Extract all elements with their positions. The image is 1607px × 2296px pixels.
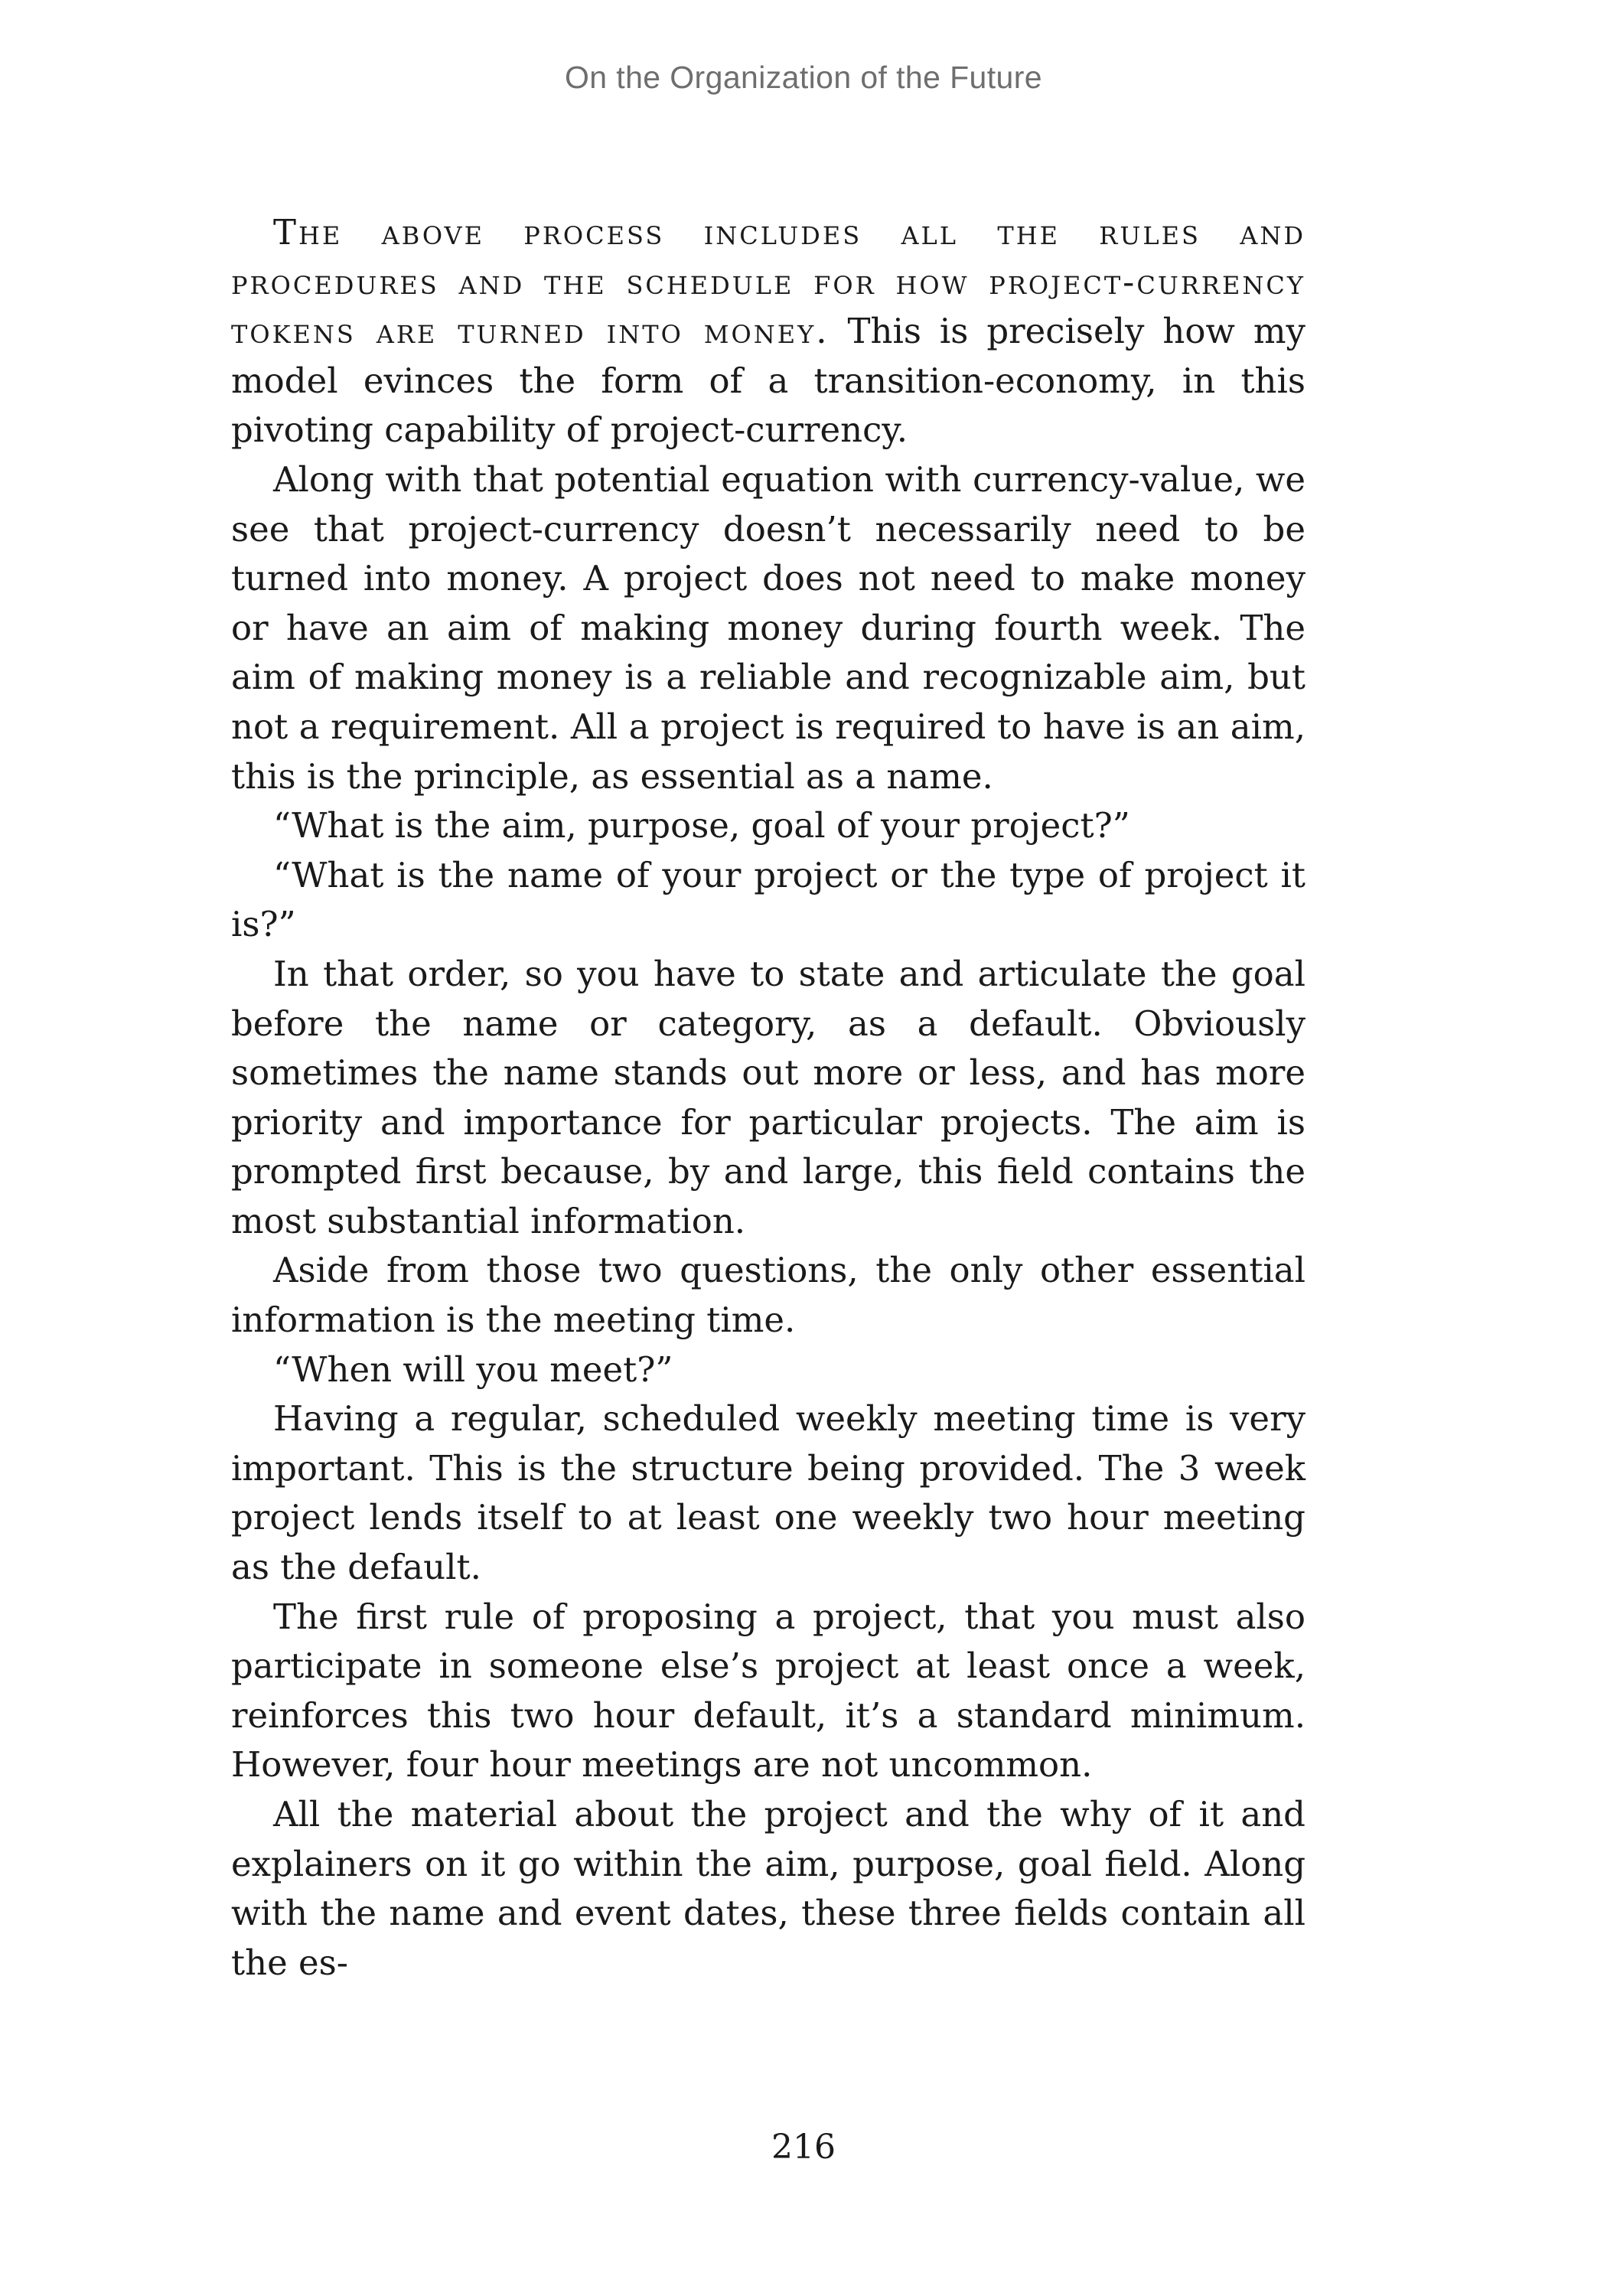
quoted-question: “What is the aim, purpose, goal of your project?” xyxy=(273,805,1130,846)
paragraph: Having a regular, scheduled weekly meeting time is very important. This is the structure being provided. The 3 week project lends itself to at least one weekly two hour meeting as the default. xyxy=(231,1398,1305,1588)
paragraph: Aside from those two questions, the only other essential information is the meeting time. xyxy=(231,1250,1305,1341)
small-caps-lead-in: The above process includes all the rules and procedures and the schedule for how project-currency tokens are turned into money. xyxy=(231,212,1305,352)
paragraph xyxy=(231,208,1305,455)
paragraph: The first rule of proposing a project, that you must also participate in someone else’s project at least once a week, reinforces this two hour default, it’s a standard minimum. However, four hour meetings are not uncommon. xyxy=(231,1596,1305,1786)
running-head: On the Organization of the Future xyxy=(565,60,1042,95)
body-text xyxy=(231,208,1305,1988)
quoted-question: “What is the name of your project or the type of project it is?” xyxy=(231,854,1305,945)
paragraph-text: This is precisely how my model evinces the form of a transition-economy, in this pivoting capability of project-currency. xyxy=(231,311,1305,451)
paragraph: All the material about the project and the why of it and explainers on it go within the aim, purpose, goal field. Along with the name and event dates, these three fields contain all the es- xyxy=(231,1794,1305,1983)
page-number: 216 xyxy=(771,2128,836,2167)
paragraph: Along with that potential equation with currency-value, we see that project-currency doesn’t necessarily need to be turned into money. A project does not need to make money or have an aim of making money during fourth week. The aim of making money is a reliable and recognizable aim, but not a requirement. All a project is required to have is an aim, this is the principle, as essential as a name. xyxy=(231,458,1305,797)
paragraph: In that order, so you have to state and articulate the goal before the name or category, as a default. Obviously sometimes the name stands out more or less, and has more priority and importance for particular projects. The aim is prompted first because, by and large, this field contains the most substantial information. xyxy=(231,953,1305,1241)
quoted-question: “When will you meet?” xyxy=(273,1349,673,1390)
